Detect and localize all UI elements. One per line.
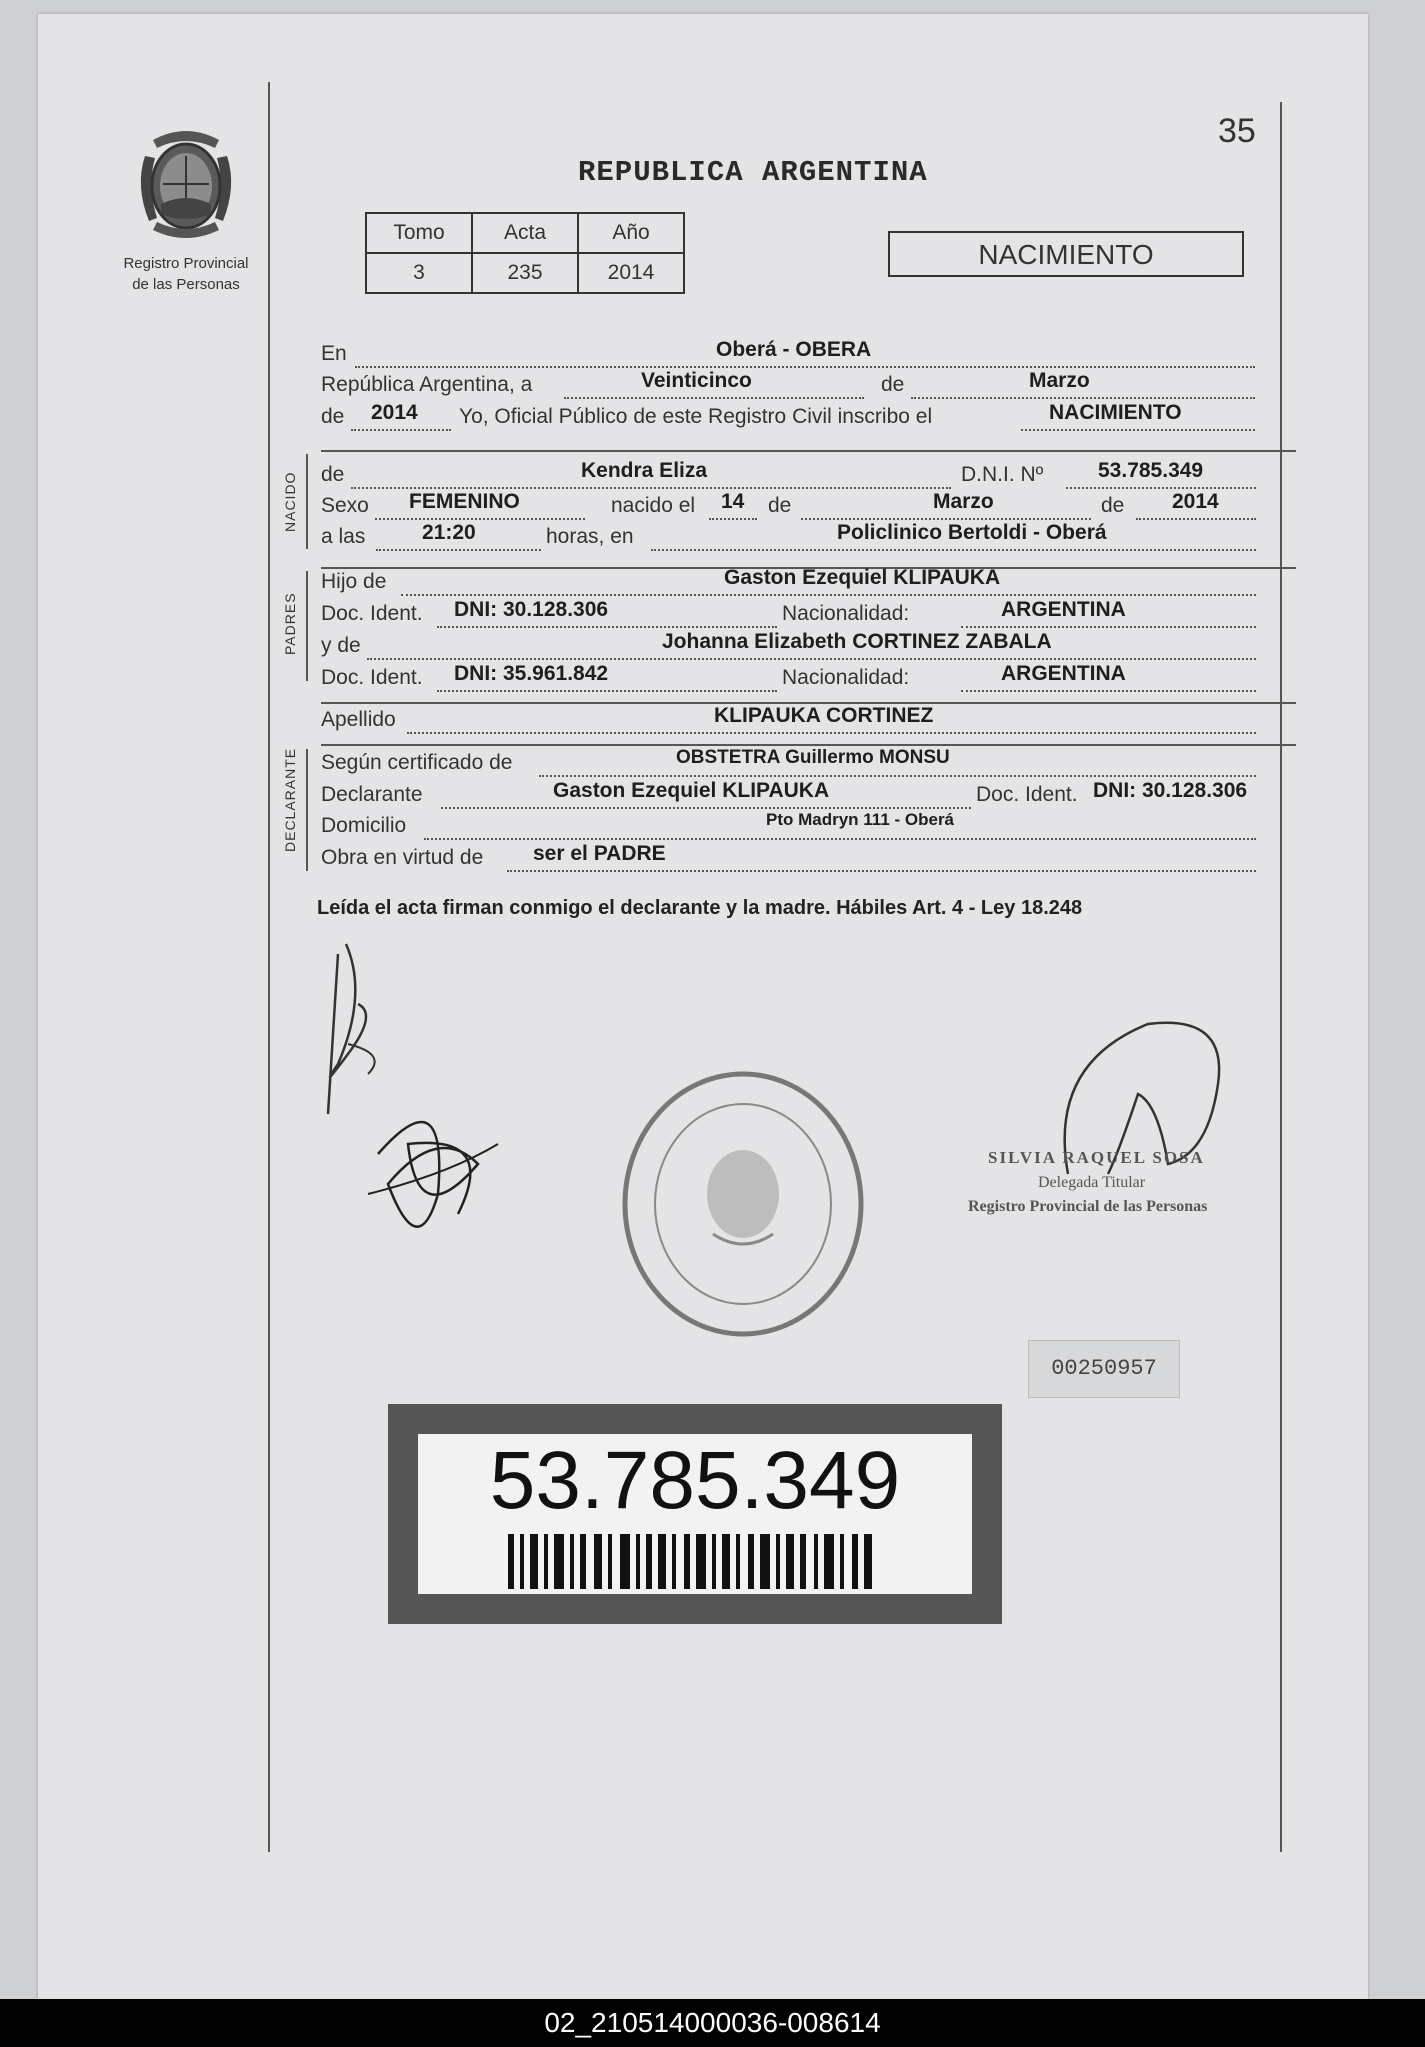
value-sexo: FEMENINO xyxy=(409,490,520,513)
label-en: En xyxy=(321,342,347,365)
padres-bracket xyxy=(306,571,308,681)
barcode-bars xyxy=(508,1534,878,1589)
row-en xyxy=(321,338,1295,374)
value-anio: 2014 xyxy=(371,401,418,424)
label-alas: a las xyxy=(321,525,366,548)
label-certificado: Según certificado de xyxy=(321,751,513,774)
value-madre: Johanna Elizabeth CORTINEZ ZABALA xyxy=(662,630,1052,653)
label-republica: República Argentina, a xyxy=(321,373,533,396)
label-nacionalidad: Nacionalidad: xyxy=(782,602,910,625)
barcode-number: 53.785.349 xyxy=(489,1435,901,1526)
label-nacionalidad2: Nacionalidad: xyxy=(782,666,910,689)
value-hora: 21:20 xyxy=(422,521,476,544)
value-padre-nac: ARGENTINA xyxy=(1001,598,1126,621)
acta-table xyxy=(365,212,685,294)
acta-header-anio: Año xyxy=(578,213,684,253)
official-name: SILVIA RAQUEL SOSA xyxy=(988,1148,1205,1167)
value-inscribo: NACIMIENTO xyxy=(1049,401,1182,424)
barcode-inner xyxy=(418,1434,972,1594)
label-apellido: Apellido xyxy=(321,708,396,731)
value-dia: Veinticinco xyxy=(641,369,752,392)
acta-value-tomo: 3 xyxy=(366,253,472,293)
label-docident: Doc. Ident. xyxy=(321,602,423,625)
image-caption-bar xyxy=(0,1999,1425,2047)
value-en: Oberá - OBERA xyxy=(716,338,872,361)
label-docident3: Doc. Ident. xyxy=(976,783,1078,806)
value-nacido-anio: 2014 xyxy=(1172,490,1219,513)
value-declarante: Gaston Ezequiel KLIPAUKA xyxy=(553,779,830,802)
side-label-declarante: DECLARANTE xyxy=(282,747,298,852)
label-domicilio: Domicilio xyxy=(321,814,407,837)
label-obra: Obra en virtud de xyxy=(321,846,484,869)
logo-text-line1: Registro Provincial xyxy=(123,255,249,272)
label-docident2: Doc. Ident. xyxy=(321,666,423,689)
row-obra xyxy=(321,842,1295,878)
barcode-sticker xyxy=(388,1404,1002,1624)
value-lugar: Policlinico Bertoldi - Oberá xyxy=(837,521,1107,544)
official-organization: Registro Provincial de las Personas xyxy=(968,1198,1208,1215)
label-yde: y de xyxy=(321,634,361,657)
label-dni: D.N.I. Nº xyxy=(961,463,1044,486)
label-nombre: de xyxy=(321,463,345,486)
act-type-box: NACIMIENTO xyxy=(888,231,1244,277)
side-label-padres: PADRES xyxy=(282,592,298,655)
document-sheet xyxy=(38,14,1368,1999)
nacido-bracket xyxy=(306,454,308,549)
acta-value-anio: 2014 xyxy=(578,253,684,293)
value-declarante-doc: DNI: 30.128.306 xyxy=(1093,779,1248,802)
value-madre-doc: DNI: 35.961.842 xyxy=(454,662,609,685)
row-hora xyxy=(321,521,1295,557)
label-sexo: Sexo xyxy=(321,494,369,517)
value-nacido-mes: Marzo xyxy=(933,490,994,513)
legal-footer-text: Leída el acta firman conmigo el declarante y la madre. Hábiles Art. 4 - Ley 18.248 xyxy=(317,897,1083,919)
value-domicilio: Pto Madryn 111 - Oberá xyxy=(766,810,955,829)
side-label-nacido: NACIDO xyxy=(282,471,298,532)
value-obra: ser el PADRE xyxy=(533,842,666,865)
provincia-misiones-seal-icon xyxy=(131,126,241,246)
label-nacido: nacido el xyxy=(611,494,696,517)
value-nacido-dia: 14 xyxy=(721,490,745,513)
row-apellido xyxy=(321,704,1295,740)
value-nombre: Kendra Eliza xyxy=(581,459,708,482)
declarant-signatures xyxy=(298,934,538,1274)
serial-number: 00250957 xyxy=(1028,1340,1180,1398)
value-padre: Gaston Ezequiel KLIPAUKA xyxy=(724,566,1001,589)
label-de4: de xyxy=(1101,494,1125,517)
acta-table-header-row xyxy=(366,213,684,253)
header-title: REPUBLICA ARGENTINA xyxy=(578,156,928,189)
row-domicilio xyxy=(321,810,1295,846)
acta-header-acta: Acta xyxy=(472,213,578,253)
value-certificado: OBSTETRA Guillermo MONSU xyxy=(676,747,950,768)
image-caption: 02_210514000036-008614 xyxy=(544,2007,881,2038)
logo-text-line2: de las Personas xyxy=(132,276,240,293)
page-number: 35 xyxy=(1218,112,1256,150)
value-dni: 53.785.349 xyxy=(1098,459,1204,482)
official-stamp xyxy=(598,1044,888,1364)
value-padre-doc: DNI: 30.128.306 xyxy=(454,598,609,621)
left-margin-line xyxy=(268,82,270,1852)
label-declarante: Declarante xyxy=(321,783,423,806)
section-divider xyxy=(321,744,1296,746)
value-apellido: KLIPAUKA CORTINEZ xyxy=(714,704,934,727)
value-madre-nac: ARGENTINA xyxy=(1001,662,1126,685)
label-yo: Yo, Oficial Público de este Registro Civil inscribo el xyxy=(459,405,933,428)
official-role: Delegada Titular xyxy=(1038,1174,1146,1191)
section-divider xyxy=(321,450,1296,452)
label-de3: de xyxy=(768,494,792,517)
acta-value-acta: 235 xyxy=(472,253,578,293)
row-madre-doc xyxy=(321,662,1295,698)
acta-table-value-row xyxy=(366,253,684,293)
registry-logo xyxy=(116,126,256,293)
label-hijo: Hijo de xyxy=(321,570,387,593)
label-de2: de xyxy=(321,405,345,428)
label-de: de xyxy=(881,373,905,396)
value-mes: Marzo xyxy=(1029,369,1090,392)
label-horas: horas, en xyxy=(546,525,634,548)
row-inscribe xyxy=(321,401,1295,437)
declarante-bracket xyxy=(306,749,308,871)
coat-of-arms-icon xyxy=(707,1150,779,1238)
acta-header-tomo: Tomo xyxy=(366,213,472,253)
